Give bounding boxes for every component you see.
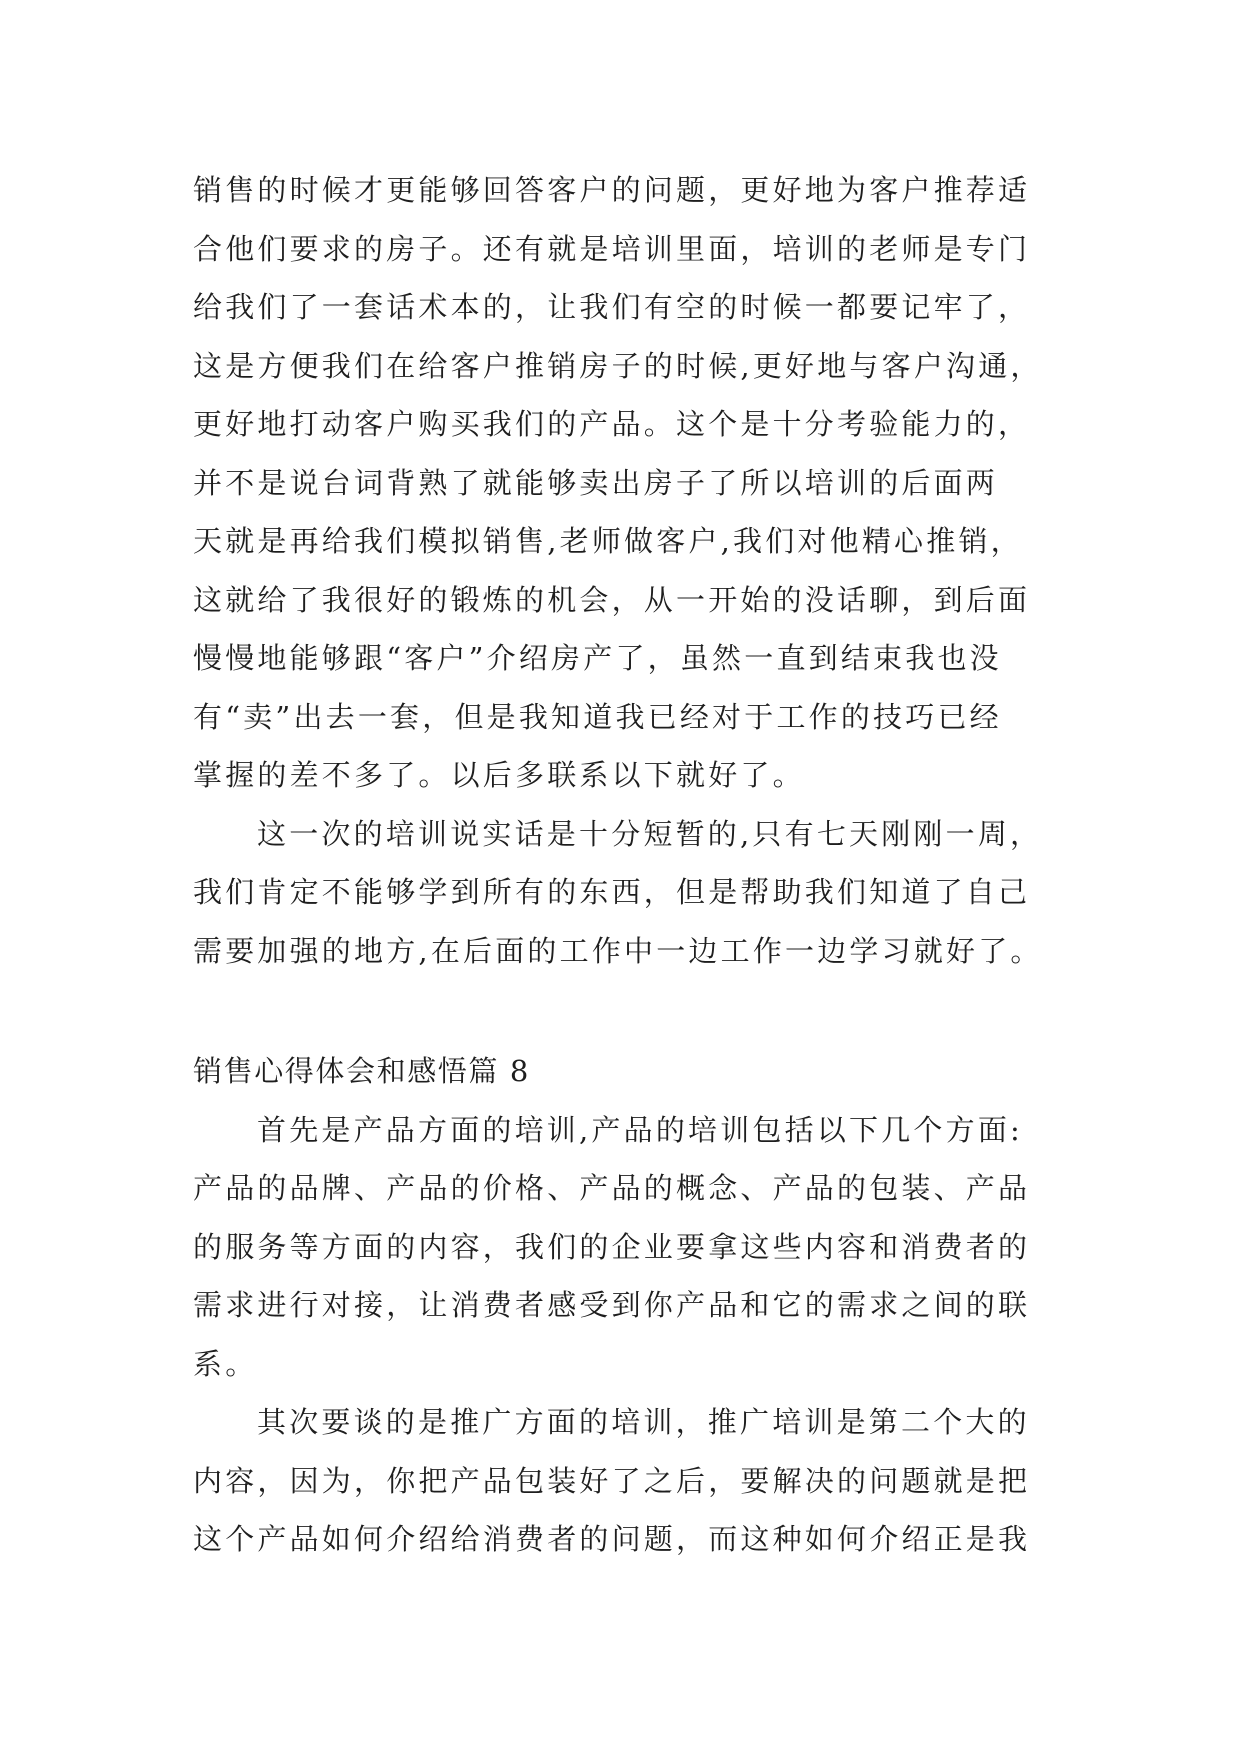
text-line: 天就是再给我们模拟销售,老师做客户,我们对他精心推销， bbox=[193, 524, 1023, 558]
text-line: 需求进行对接，让消费者感受到你产品和它的需求之间的联 bbox=[193, 1288, 1031, 1322]
text-line: 这一次的培训说实话是十分短暂的,只有七天刚刚一周， bbox=[257, 816, 1043, 851]
paragraph-training-summary bbox=[193, 805, 1055, 981]
section-heading: 销售心得体会和感悟篇 8 bbox=[193, 1054, 530, 1088]
text-line: 需要加强的地方,在后面的工作中一边工作一边学习就好了。 bbox=[193, 933, 1043, 968]
text-line: 更好地打动客户购买我们的产品。这个是十分考验能力的， bbox=[193, 407, 1031, 441]
text-line: 合他们要求的房子。还有就是培训里面，培训的老师是专门 bbox=[193, 231, 1031, 266]
text-line: 内容，因为，你把产品包装好了之后，要解决的问题就是把 bbox=[193, 1463, 1031, 1498]
text-line: 其次要谈的是推广方面的培训，推广培训是第二个大的 bbox=[257, 1405, 1030, 1439]
text-line: 我们肯定不能够学到所有的东西，但是帮助我们知道了自己 bbox=[193, 875, 1031, 909]
text-line: 这个产品如何介绍给消费者的问题，而这种如何介绍正是我 bbox=[193, 1522, 1031, 1556]
text-line: 产品的品牌、产品的价格、产品的概念、产品的包装、产品 bbox=[193, 1171, 1031, 1205]
text-line: 的服务等方面的内容，我们的企业要拿这些内容和消费者的 bbox=[193, 1229, 1031, 1264]
text-line: 给我们了一套话术本的，让我们有空的时候一都要记牢了， bbox=[193, 290, 1031, 324]
text-line: 首先是产品方面的培训,产品的培训包括以下几个方面: bbox=[257, 1112, 1023, 1147]
paragraph-continued bbox=[193, 161, 1055, 805]
text-line: 这就给了我很好的锻炼的机会，从一开始的没话聊，到后面 bbox=[193, 582, 1031, 617]
document-body bbox=[193, 161, 1055, 1569]
text-line: 系。 bbox=[193, 1346, 258, 1381]
text-line: 有“卖”出去一套，但是我知道我已经对于工作的技巧已经 bbox=[193, 699, 1002, 734]
paragraph-product-training bbox=[193, 1101, 1055, 1394]
text-line: 慢慢地能够跟“客户”介绍房产了，虽然一直到结束我也没 bbox=[193, 641, 1002, 675]
text-line: 并不是说台词背熟了就能够卖出房子了所以培训的后面两 bbox=[193, 465, 999, 500]
text-line: 这是方便我们在给客户推销房子的时候,更好地与客户沟通， bbox=[193, 348, 1043, 383]
paragraph-promotion-training bbox=[193, 1393, 1055, 1569]
text-line: 掌握的差不多了。以后多联系以下就好了。 bbox=[193, 758, 805, 792]
text-line: 销售的时候才更能够回答客户的问题，更好地为客户推荐适 bbox=[193, 173, 1031, 207]
section-gap bbox=[193, 980, 1055, 1042]
